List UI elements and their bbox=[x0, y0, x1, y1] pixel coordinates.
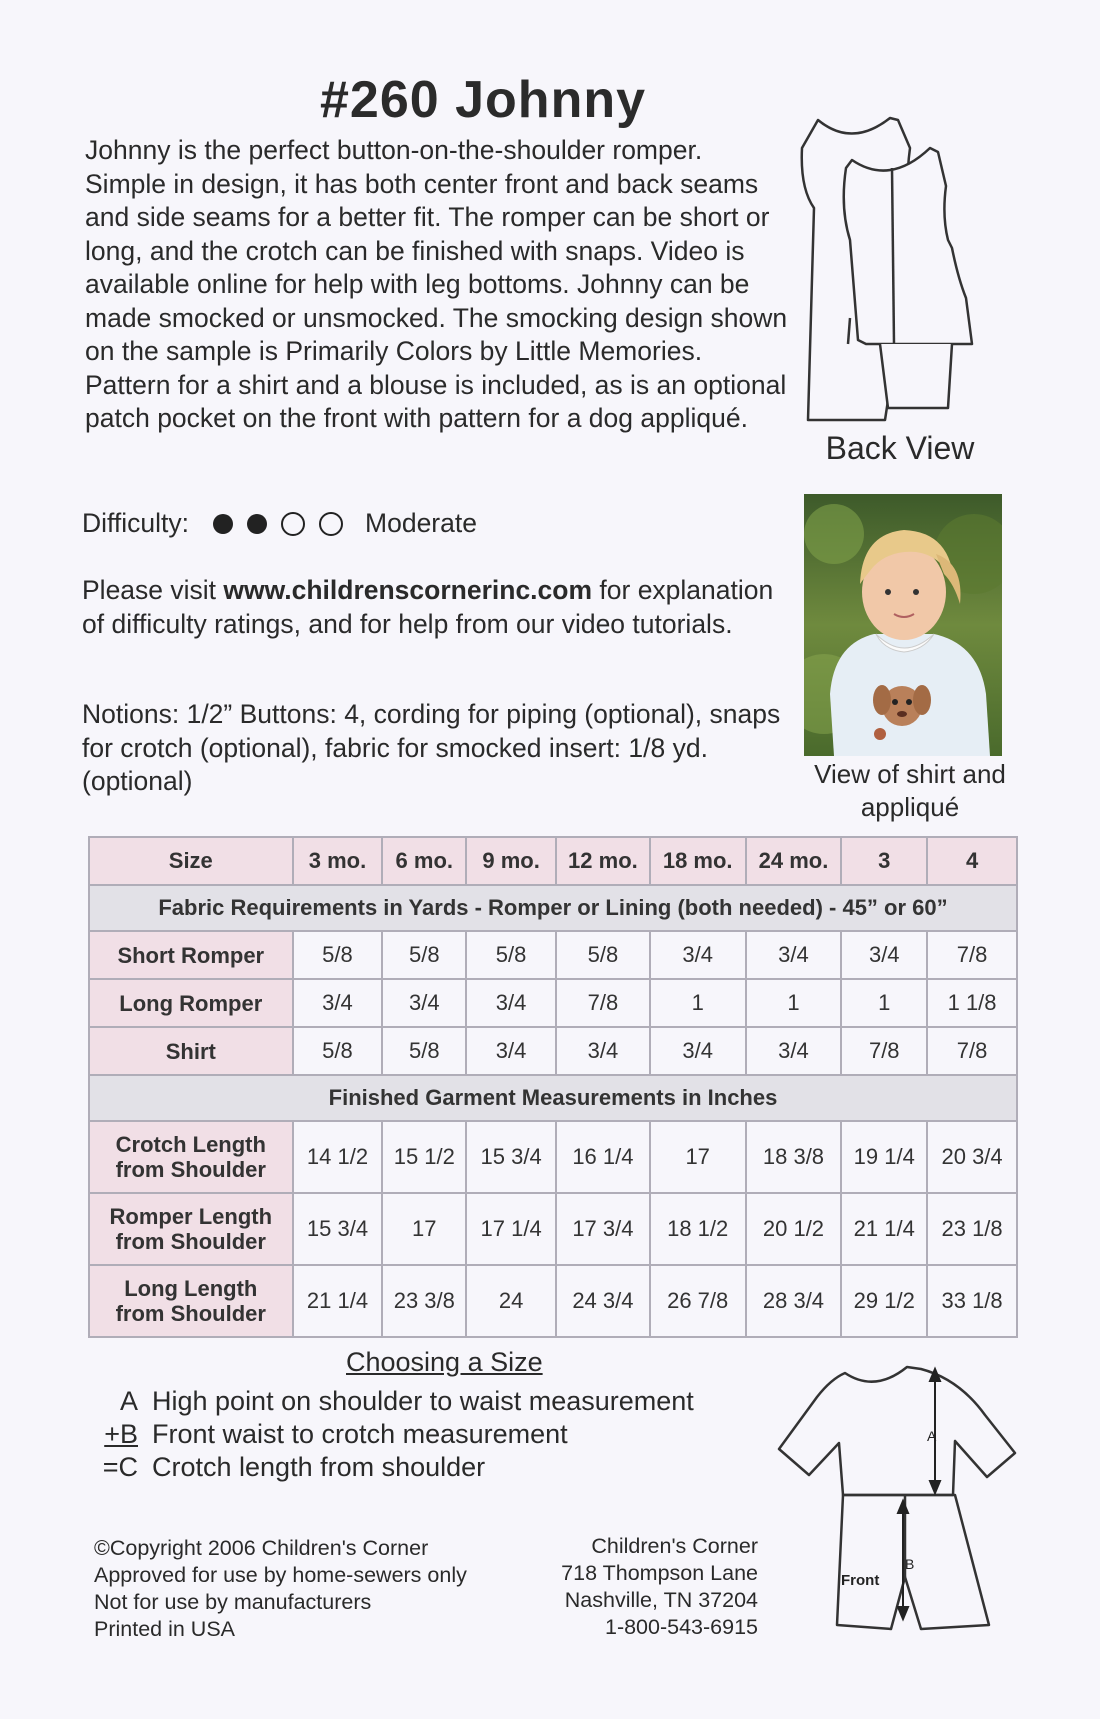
row-label: Short Romper bbox=[89, 931, 293, 979]
table-cell: 15 3/4 bbox=[466, 1121, 556, 1193]
table-cell: 20 1/2 bbox=[746, 1193, 842, 1265]
empty-dot-icon bbox=[281, 512, 305, 536]
difficulty-rating: Moderate bbox=[365, 508, 477, 538]
table-cell: 1 1/8 bbox=[927, 979, 1017, 1027]
table-row bbox=[89, 979, 1017, 1027]
table-cell: 3/4 bbox=[556, 1027, 650, 1075]
diagram-label-b: B bbox=[905, 1556, 915, 1572]
table-cell: 15 3/4 bbox=[293, 1193, 383, 1265]
table-cell: 17 3/4 bbox=[556, 1193, 650, 1265]
table-cell: 23 3/8 bbox=[382, 1265, 466, 1337]
table-cell: 5/8 bbox=[466, 931, 556, 979]
table-cell: 28 3/4 bbox=[746, 1265, 842, 1337]
table-cell: 7/8 bbox=[841, 1027, 927, 1075]
table-row bbox=[89, 1121, 1017, 1193]
difficulty-label: Difficulty: bbox=[82, 508, 190, 538]
table-cell: 1 bbox=[746, 979, 842, 1027]
step-key: =C bbox=[102, 1452, 138, 1482]
step-b bbox=[84, 1419, 568, 1450]
table-cell: 21 1/4 bbox=[293, 1265, 383, 1337]
table-header-row bbox=[89, 837, 1017, 885]
header-cell: 6 mo. bbox=[382, 837, 466, 885]
section-title: Finished Garment Measurements in Inches bbox=[89, 1075, 1017, 1121]
filled-dot-icon bbox=[213, 514, 233, 534]
back-view-caption: Back View bbox=[825, 430, 975, 466]
shirt-outline bbox=[844, 148, 972, 344]
step-key: +B bbox=[104, 1419, 138, 1449]
header-cell: 18 mo. bbox=[650, 837, 746, 885]
table-cell: 1 bbox=[650, 979, 746, 1027]
row-label bbox=[89, 1121, 293, 1193]
measurement-diagram bbox=[775, 1345, 1025, 1635]
table-row bbox=[89, 931, 1017, 979]
table-cell: 14 1/2 bbox=[293, 1121, 383, 1193]
table-row bbox=[89, 1027, 1017, 1075]
website-link[interactable]: www.childrenscornerinc.com bbox=[223, 575, 593, 605]
address-line: 718 Thompson Lane bbox=[561, 1561, 758, 1585]
copyright-block bbox=[94, 1535, 467, 1643]
table-cell: 7/8 bbox=[556, 979, 650, 1027]
filled-dot-icon bbox=[247, 514, 267, 534]
row-label: Shirt bbox=[89, 1027, 293, 1075]
visit-suffix: for explanation of difficulty ratings, and for help from our video tutorials. bbox=[82, 575, 774, 639]
table-cell: 15 1/2 bbox=[382, 1121, 466, 1193]
table-cell: 17 bbox=[382, 1193, 466, 1265]
table-cell: 3/4 bbox=[293, 979, 383, 1027]
table-cell: 3/4 bbox=[382, 979, 466, 1027]
header-cell: 3 bbox=[841, 837, 927, 885]
table-cell: 26 7/8 bbox=[650, 1265, 746, 1337]
address-line: Nashville, TN 37204 bbox=[564, 1588, 758, 1612]
diagram-label-a: A bbox=[927, 1428, 937, 1444]
row-label-line: from Shoulder bbox=[115, 1157, 266, 1182]
row-label-line: from Shoulder bbox=[115, 1229, 266, 1254]
visit-prefix: Please visit bbox=[82, 575, 224, 605]
table-cell: 29 1/2 bbox=[841, 1265, 927, 1337]
header-cell: 3 mo. bbox=[293, 837, 383, 885]
table-cell: 5/8 bbox=[556, 931, 650, 979]
table-cell: 20 3/4 bbox=[927, 1121, 1017, 1193]
step-text: Front waist to crotch measurement bbox=[152, 1419, 568, 1449]
pattern-title: #260 Johnny bbox=[320, 71, 647, 129]
row-label-line: Crotch Length bbox=[115, 1132, 266, 1157]
table-cell: 3/4 bbox=[746, 1027, 842, 1075]
table-cell: 7/8 bbox=[927, 1027, 1017, 1075]
visit-text bbox=[82, 574, 782, 641]
pattern-description: Johnny is the perfect button-on-the-shoulder romper. Simple in design, it has both center front and back seams and side seams for a better fit. The romper can be short or long, and the crotch can be finished with snaps. Video is available online for help with leg bottoms. Johnny can be made smocked or unsmocked. The smocking design shown on the sample is Primarily Colors by Little Memories. Pattern for a shirt and a blouse is included, as is an optional patch pocket on the front with pattern for a dog appliqué. bbox=[85, 135, 788, 433]
table-cell: 24 bbox=[466, 1265, 556, 1337]
section-row bbox=[89, 885, 1017, 931]
child-photo bbox=[804, 494, 1002, 756]
top-outline bbox=[779, 1367, 1015, 1495]
table-row bbox=[89, 1265, 1017, 1337]
address-line: 1-800-543-6915 bbox=[604, 1615, 758, 1639]
header-cell: 9 mo. bbox=[466, 837, 556, 885]
back-view-drawing bbox=[790, 108, 1020, 438]
table-cell: 7/8 bbox=[927, 931, 1017, 979]
table-cell: 17 bbox=[650, 1121, 746, 1193]
table-cell: 3/4 bbox=[650, 931, 746, 979]
row-label-line: Romper Length bbox=[109, 1204, 273, 1229]
table-cell: 17 1/4 bbox=[466, 1193, 556, 1265]
table-cell: 23 1/8 bbox=[927, 1193, 1017, 1265]
copyright-line: ©Copyright 2006 Children's Corner bbox=[94, 1536, 429, 1560]
choosing-size-title: Choosing a Size bbox=[346, 1347, 543, 1377]
row-label: Long Romper bbox=[89, 979, 293, 1027]
copyright-line: Printed in USA bbox=[94, 1617, 236, 1641]
table-cell: 5/8 bbox=[382, 1027, 466, 1075]
step-key: A bbox=[119, 1386, 138, 1416]
table-cell: 5/8 bbox=[382, 931, 466, 979]
table-cell: 24 3/4 bbox=[556, 1265, 650, 1337]
row-label bbox=[89, 1193, 293, 1265]
photo-caption: View of shirt and appliqué bbox=[814, 759, 1006, 822]
table-cell: 1 bbox=[841, 979, 927, 1027]
header-cell: 12 mo. bbox=[556, 837, 650, 885]
step-text: High point on shoulder to waist measurement bbox=[152, 1386, 694, 1416]
step-text: Crotch length from shoulder bbox=[152, 1452, 486, 1482]
table-cell: 3/4 bbox=[466, 979, 556, 1027]
table-cell: 3/4 bbox=[466, 1027, 556, 1075]
table-cell: 3/4 bbox=[650, 1027, 746, 1075]
table-cell: 5/8 bbox=[293, 1027, 383, 1075]
address-line: Children's Corner bbox=[591, 1534, 758, 1558]
table-cell: 19 1/4 bbox=[841, 1121, 927, 1193]
table-cell: 18 3/8 bbox=[746, 1121, 842, 1193]
section-title: Fabric Requirements in Yards - Romper or Lining (both needed) - 45” or 60” bbox=[89, 885, 1017, 931]
row-label bbox=[89, 1265, 293, 1337]
header-cell: 4 bbox=[927, 837, 1017, 885]
table-cell: 33 1/8 bbox=[927, 1265, 1017, 1337]
table-cell: 5/8 bbox=[293, 931, 383, 979]
notions-text: Notions: 1/2” Buttons: 4, cording for piping (optional), snaps for crotch (optional), fabric for smocked insert: 1/8 yd. (optional) bbox=[82, 699, 781, 796]
table-cell: 21 1/4 bbox=[841, 1193, 927, 1265]
step-a bbox=[84, 1386, 694, 1417]
table-cell: 3/4 bbox=[841, 931, 927, 979]
step-c bbox=[84, 1452, 485, 1483]
row-label-line: Long Length bbox=[124, 1276, 258, 1301]
table-row bbox=[89, 1193, 1017, 1265]
header-cell: Size bbox=[89, 837, 293, 885]
table-cell: 18 1/2 bbox=[650, 1193, 746, 1265]
section-row bbox=[89, 1075, 1017, 1121]
table-cell: 3/4 bbox=[746, 931, 842, 979]
empty-dot-icon bbox=[319, 512, 343, 536]
row-label-line: from Shoulder bbox=[115, 1301, 266, 1326]
copyright-line: Approved for use by home-sewers only bbox=[94, 1563, 467, 1587]
copyright-line: Not for use by manufacturers bbox=[94, 1590, 372, 1614]
difficulty-dots bbox=[199, 512, 343, 536]
diagram-label-front: Front bbox=[841, 1572, 880, 1589]
address-block bbox=[540, 1533, 758, 1641]
header-cell: 24 mo. bbox=[746, 837, 842, 885]
table-cell: 16 1/4 bbox=[556, 1121, 650, 1193]
difficulty-row bbox=[82, 508, 477, 539]
size-chart-table bbox=[88, 836, 1018, 1338]
